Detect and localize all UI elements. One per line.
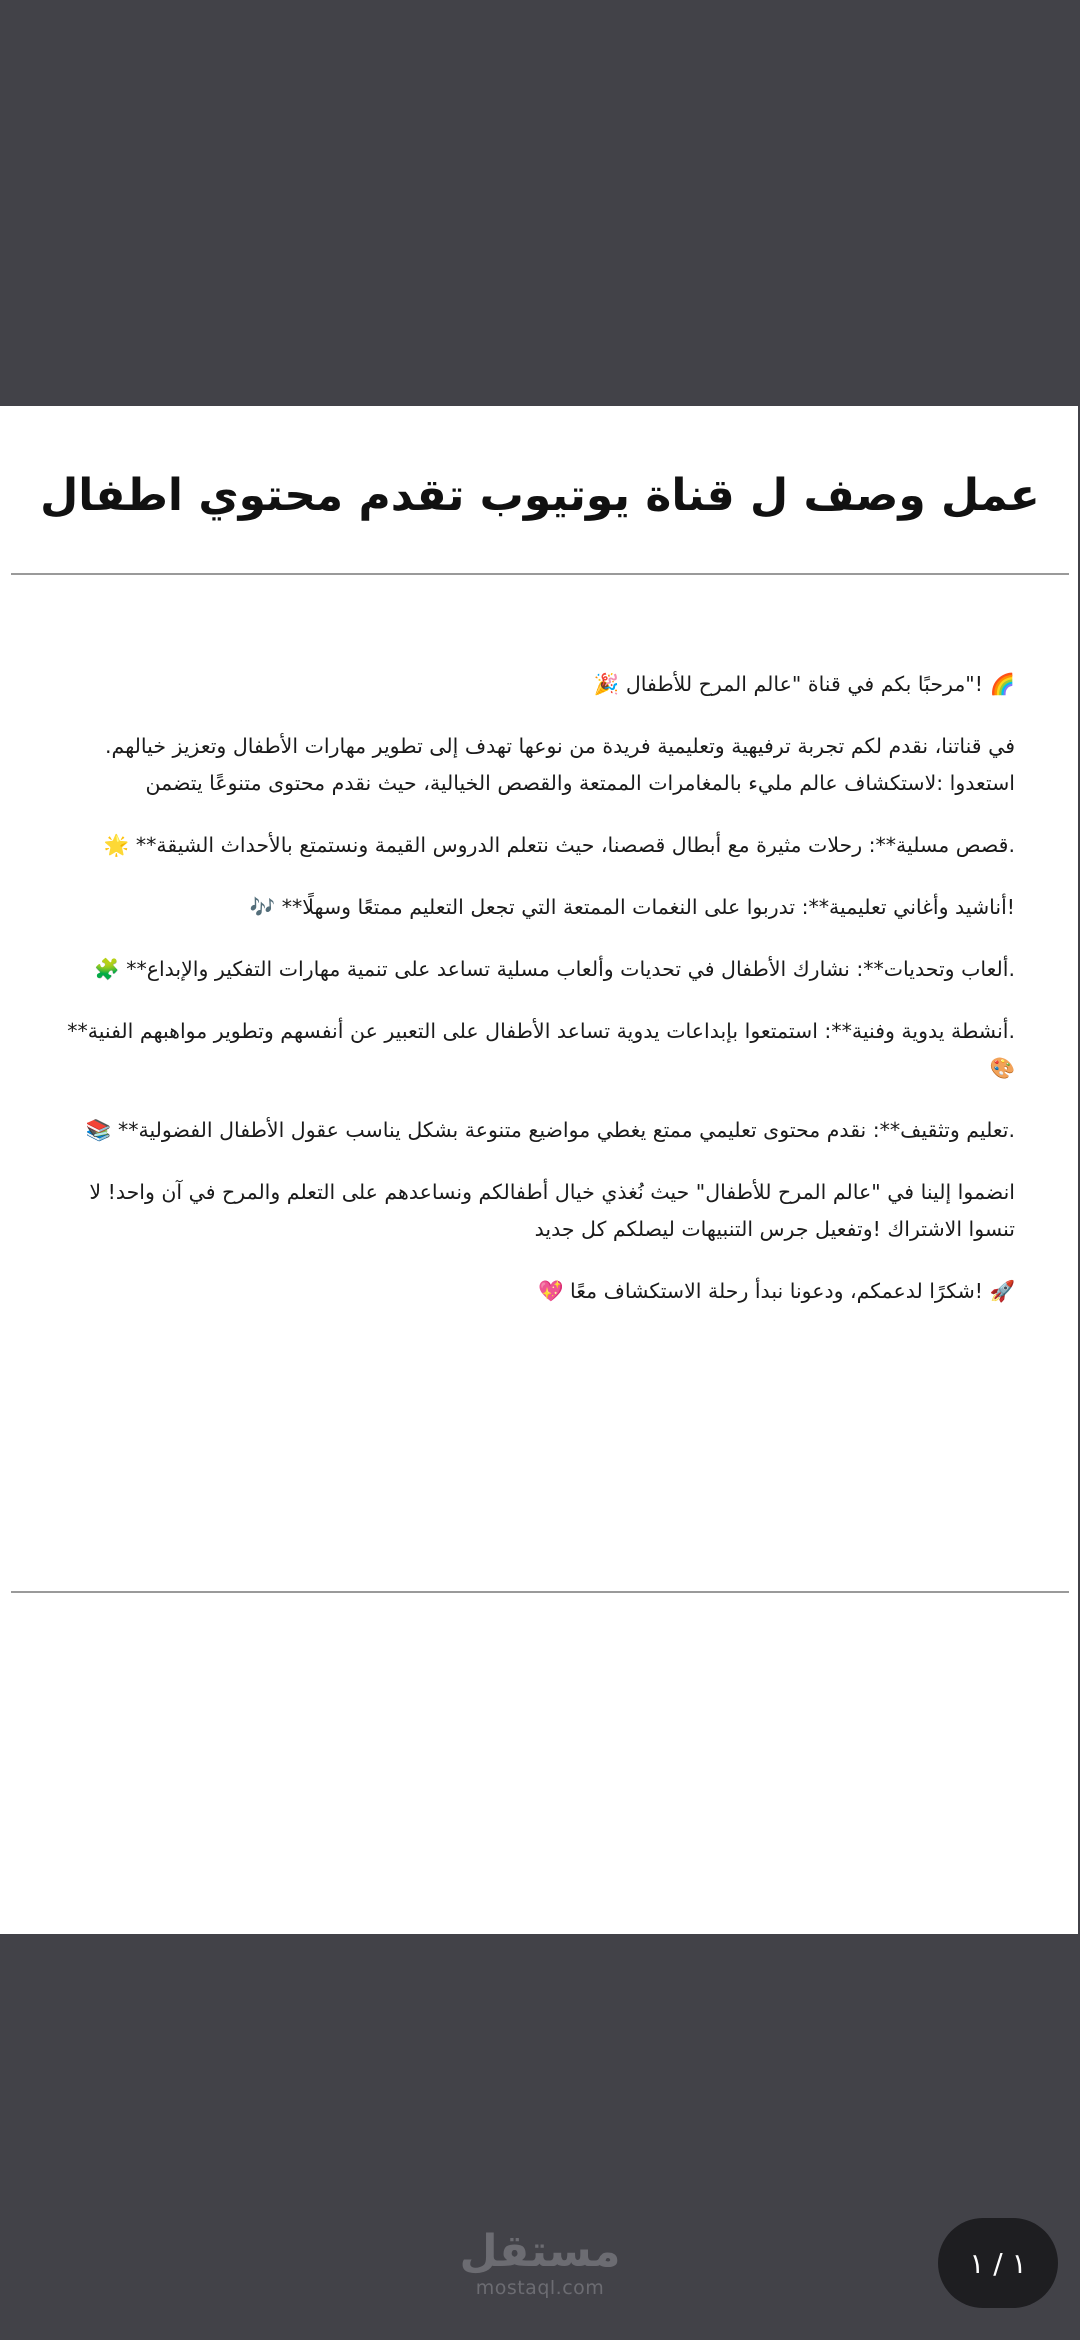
paragraph-intro: في قناتنا، نقدم لكم تجربة ترفيهية وتعليمية فريدة من نوعها تهدف إلى تطوير مهارات الأطفال وتعزيز خيالهم. استعدوا :لاستكشاف عالم مليء بالمغامرات الممتعة والقصص الخيالية، حيث نقدم محتوى متنوعًا يتضمن bbox=[105, 734, 1015, 795]
paragraph-crafts: .أنشطة يدوية وفنية**: استمتعوا بإبداعات يدوية تساعد الأطفال على التعبير عن أنفسهم وتطوير مواهبهم الفنية** 🎨 bbox=[67, 1019, 1015, 1080]
watermark-brand: مستقل bbox=[459, 2226, 621, 2277]
paragraph-welcome: 🌈 !"مرحبًا بكم في قناة "عالم المرح للأطفال 🎉 bbox=[593, 672, 1015, 696]
mostaql-watermark bbox=[0, 2228, 1080, 2300]
page-indicator[interactable] bbox=[938, 2218, 1058, 2308]
paragraph-games: .ألعاب وتحديات**: نشارك الأطفال في تحديات وألعاب مسلية تساعد على تنمية مهارات التفكير والإبداع** 🧩 bbox=[94, 957, 1015, 981]
paragraph-thanks: 🚀 !شكرًا لدعمكم، ودعونا نبدأ رحلة الاستكشاف معًا 💖 bbox=[537, 1279, 1015, 1303]
page-indicator-label: ١ / ١ bbox=[969, 2246, 1027, 2280]
watermark-domain: mostaql.com bbox=[475, 2277, 605, 2299]
paragraph-subscribe: انضموا إلينا في "عالم المرح للأطفال" حيث نُغذي خيال أطفالكم ونساعدهم على التعلم والمرح في آن واحد! لا تنسوا الاشتراك !وتفعيل جرس التنبيهات ليصلكم كل جديد bbox=[89, 1180, 1015, 1241]
document-body bbox=[60, 666, 1015, 1335]
title-divider bbox=[11, 573, 1069, 575]
document-title: عمل وصف ل قناة يوتيوب تقدم محتوي اطفال bbox=[40, 470, 1040, 521]
paragraph-stories: .قصص مسلية**: رحلات مثيرة مع أبطال قصصنا، حيث نتعلم الدروس القيمة ونستمتع بالأحداث الشيقة** 🌟 bbox=[103, 833, 1015, 857]
paragraph-songs: !أناشيد وأغاني تعليمية**: تدربوا على النغمات الممتعة التي تجعل التعليم ممتعًا وسهلًا** 🎶 bbox=[249, 895, 1015, 919]
paragraph-education: .تعليم وتثقيف**: نقدم محتوى تعليمي ممتع يغطي مواضيع متنوعة بشكل يناسب عقول الأطفال الفضولية** 📚 bbox=[85, 1118, 1015, 1142]
footer-divider bbox=[11, 1591, 1069, 1593]
